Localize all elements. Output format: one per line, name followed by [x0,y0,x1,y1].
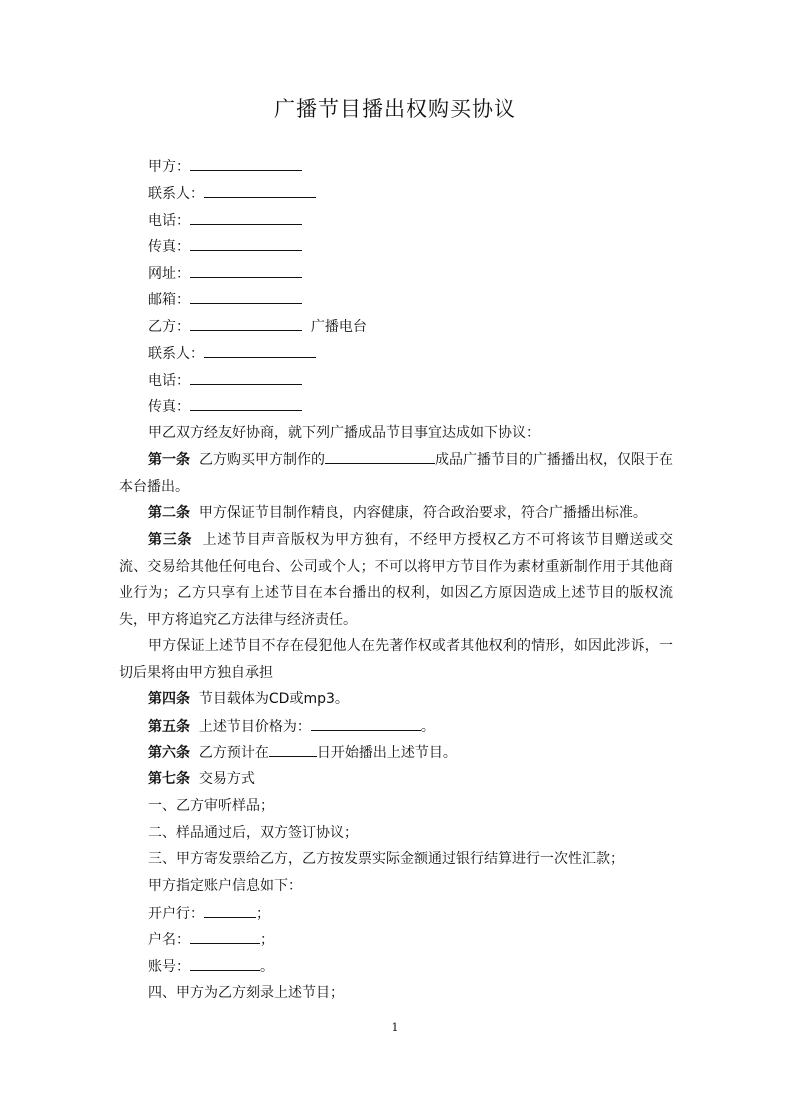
party-a-contact-blank[interactable] [204,183,316,198]
account-intro: 甲方指定账户信息如下： [148,878,302,894]
party-a-fax-label: 传真： [148,239,190,255]
party-b-phone-blank[interactable] [190,370,302,385]
article-5-price-blank[interactable] [311,716,421,731]
article-5-post: 。 [420,719,435,735]
article-5-pre: 上述节目价格为： [198,719,311,735]
party-b-suffix: 广播电台 [310,319,367,335]
account-number-blank[interactable] [190,956,260,971]
party-a-phone-line [148,210,302,231]
article-7-text: 交易方式 [198,771,255,787]
article-2 [119,500,673,527]
party-a-line [148,156,302,177]
page-number: 1 [391,1021,399,1034]
article-6-title: 第六条 [148,745,190,761]
step-4: 四、甲方为乙方刻录上述节目； [148,985,344,1001]
article-5 [148,716,435,737]
account-name-label: 户名： [148,932,190,948]
bank-label: 开户行： [148,906,204,922]
article-4 [148,689,349,709]
article-4-title: 第四条 [148,691,190,707]
party-b-line [148,316,367,337]
bank-end: ； [256,906,270,922]
article-1-title: 第一条 [148,452,191,468]
article-3-extra: 甲方保证上述节目不存在侵犯他人在先著作权或者其他权利的情形，如因此涉诉，一切后果将由甲方独自承担 [119,638,673,681]
account-name-line [148,929,274,950]
party-b-phone-line [148,370,302,391]
article-1-post: 成品广播节目的广播播出权，仅限于在本台播出。 [119,452,674,495]
article-6-pre: 乙方预计在 [198,745,269,761]
party-a-website-label: 网址： [148,266,190,282]
account-number-label: 账号： [148,959,190,975]
account-number-end: 。 [260,959,274,975]
party-a-phone-label: 电话： [148,213,190,229]
article-6 [148,742,457,763]
account-name-blank[interactable] [190,929,260,944]
party-a-fax-blank[interactable] [190,236,302,251]
party-a-label: 甲方： [148,159,190,175]
account-number-line [148,956,274,977]
bank-line [148,903,270,924]
party-a-phone-blank[interactable] [190,210,302,225]
party-b-fax-label: 传真： [148,399,190,415]
article-4-text: 节目载体为CD或mp3。 [198,691,349,707]
bank-blank[interactable] [204,903,256,918]
article-2-title: 第二条 [148,505,190,521]
article-3-title: 第三条 [148,532,193,548]
step-3: 三、甲方寄发票给乙方，乙方按发票实际金额通过银行结算进行一次性汇款； [148,851,624,867]
article-1-pre: 乙方购买甲方制作的 [198,452,325,468]
party-a-fax-line [148,236,302,257]
article-3 [119,527,673,633]
party-b-contact-label: 联系人： [148,346,204,362]
party-a-blank[interactable] [190,156,302,171]
party-b-label: 乙方： [148,319,190,335]
article-5-title: 第五条 [148,719,190,735]
party-a-website-line [148,263,302,284]
document-title: 广播节目播出权购买协议 [274,97,516,121]
intro-text: 甲乙双方经友好协商，就下列广播成品节目事宜达成如下协议： [148,425,540,441]
party-a-email-label: 邮箱： [148,292,190,308]
step-2: 二、样品通过后，双方签订协议； [148,825,358,841]
party-b-blank[interactable] [190,316,302,331]
account-name-end: ； [260,932,274,948]
party-b-fax-line [148,396,302,417]
party-a-email-line [148,289,302,310]
party-a-email-blank[interactable] [190,289,302,304]
party-b-fax-blank[interactable] [190,396,302,411]
step-1: 一、乙方审听样品； [148,798,274,814]
party-a-contact-label: 联系人： [148,186,204,202]
party-a-website-blank[interactable] [190,263,302,278]
article-1 [119,447,673,500]
party-b-contact-line [148,343,316,364]
party-a-contact-line [148,183,316,204]
article-2-text: 甲方保证节目制作精良，内容健康，符合政治要求，符合广播播出标准。 [198,505,647,521]
article-7 [148,769,255,789]
article-3-text: 上述节目声音版权为甲方独有，不经甲方授权乙方不可将该节目赠送或交流、交易给其他任何电台、公司或个人；不可以将甲方节目作为素材重新制作用于其他商业行为；乙方只享有上述节目在本台播出的权利，如因乙方原因造成上述节目的版权流失，甲方将追究乙方法律与经济责任。 [119,532,674,628]
party-b-contact-blank[interactable] [204,343,316,358]
party-b-phone-label: 电话： [148,373,190,389]
article-7-title: 第七条 [148,771,190,787]
article-6-post: 日开始播出上述节目。 [316,745,457,761]
article-6-date-blank[interactable] [269,742,317,757]
article-1-blank[interactable] [325,449,435,464]
